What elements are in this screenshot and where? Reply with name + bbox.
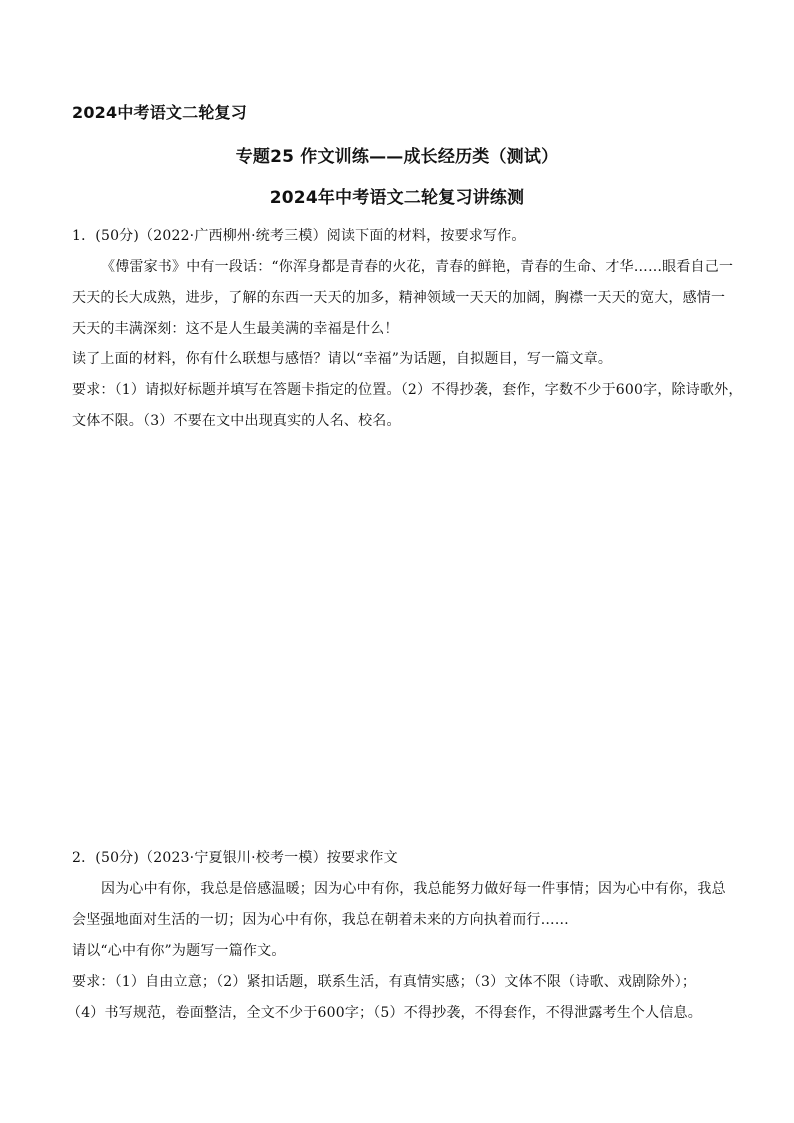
question-2-requirements-line-2: （4）书写规范，卷面整洁，全文不少于600字；（5）不得抄袭，不得套作，不得泄露考生个人信息。 — [67, 1005, 702, 1021]
question-1-requirements-line-1: 要求：（1）请拟好标题并填写在答题卡指定的位置。（2）不得抄袭，套作，字数不少于600字，除诗歌外， — [72, 382, 743, 398]
question-1-material-line-2: 天天的长大成熟，进步，了解的东西一天天的加多，精神领域一天天的加阔，胸襟一天天的宽大，感情一 — [72, 290, 726, 306]
question-1-requirements-line-2: 文体不限。（3）不要在文中出现真实的人名、校名。 — [72, 413, 401, 429]
question-2-prompt: 请以“心中有你”为题写一篇作文。 — [72, 943, 286, 959]
question-1-head: 1．(50分)（2022·广西柳州·统考三模）阅读下面的材料，按要求写作。 — [72, 228, 526, 244]
question-2-material-line-1: 因为心中有你，我总是倍感温暖；因为心中有你，我总能努力做好每一件事情；因为心中有你，我总 — [101, 881, 726, 897]
question-2-requirements-line-1: 要求：（1）自由立意；（2）紧扣话题，联系生活，有真情实感；（3）文体不限（诗歌、戏剧除外）； — [72, 974, 697, 990]
page-subtitle: 2024年中考语文二轮复习讲练测 — [269, 188, 525, 208]
question-1-material-line-1: 《傅雷家书》中有一段话：“你浑身都是青春的火花，青春的鲜艳，青春的生命、才华……眼看自己一 — [101, 259, 734, 275]
topic-title: 专题25 作文训练——成长经历类（测试） — [235, 147, 559, 167]
question-1-prompt: 读了上面的材料，你有什么联想与感悟？请以“幸福”为话题，自拟题目，写一篇文章。 — [72, 351, 613, 367]
question-1-material-line-3: 天天的丰满深刻：这不是人生最美满的幸福是什么！ — [72, 321, 399, 337]
series-title: 2024中考语文二轮复习 — [72, 103, 247, 122]
question-2-material-line-2: 会坚强地面对生活的一切；因为心中有你，我总在朝着未来的方向执着而行…… — [72, 912, 569, 928]
question-2-head: 2．(50分)（2023·宁夏银川·校考一模）按要求作文 — [72, 850, 398, 866]
